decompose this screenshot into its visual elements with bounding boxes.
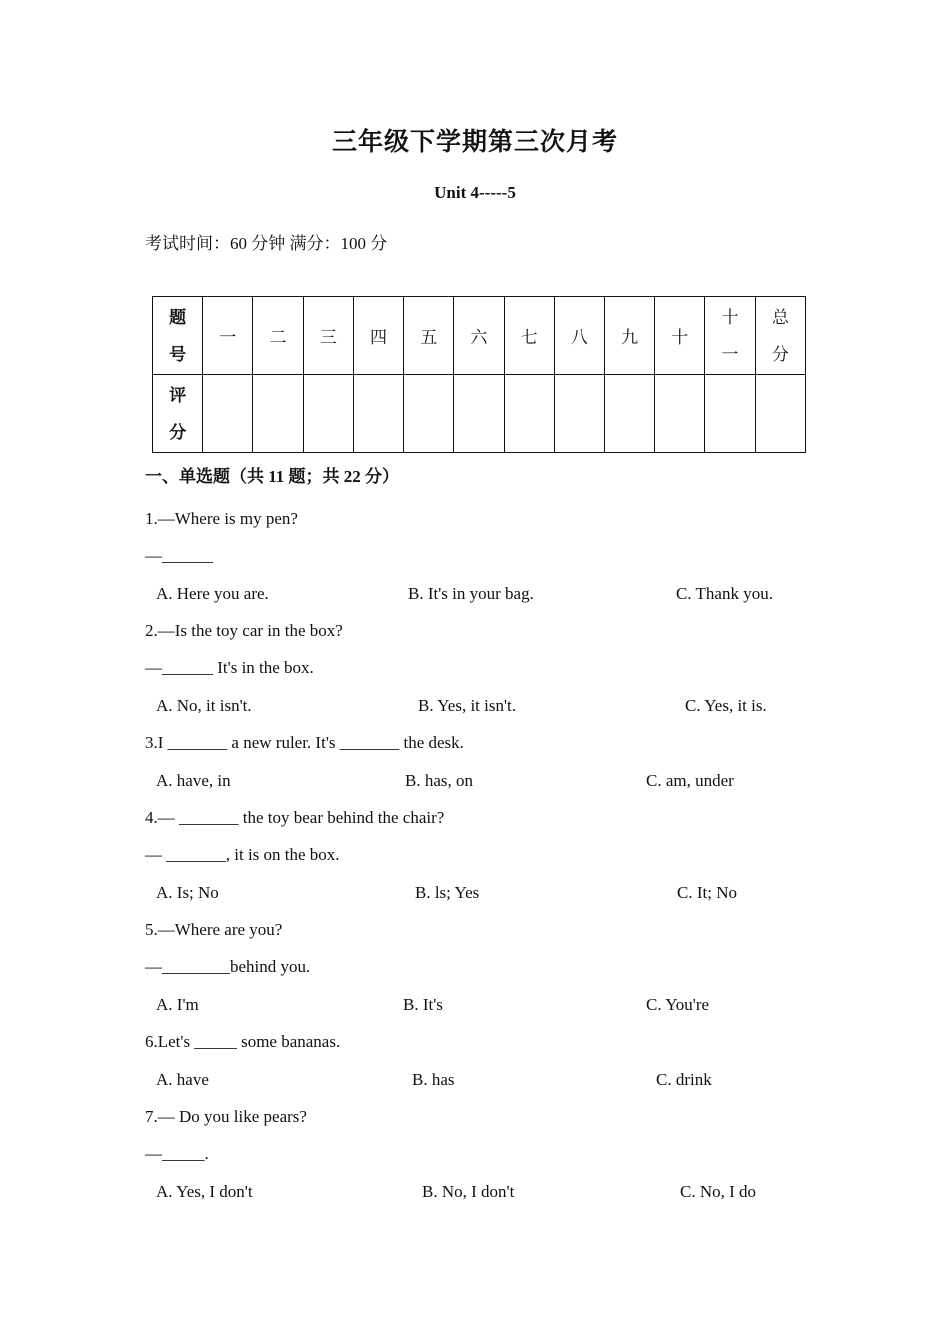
- label-char: 分: [771, 344, 789, 364]
- option-c: C. Thank you.: [676, 584, 773, 603]
- column-header-cell: 十: [655, 297, 705, 375]
- score-cell: [353, 375, 403, 453]
- option-a: A. I'm: [156, 995, 199, 1014]
- option-c: C. drink: [656, 1070, 712, 1089]
- option-b: B. Yes, it isn't.: [418, 696, 517, 715]
- option-b: B. It's in your bag.: [408, 584, 534, 603]
- option-c: C. It; No: [677, 883, 737, 902]
- question-line: —______: [145, 546, 213, 565]
- score-cell: [705, 375, 755, 453]
- score-cell: [404, 375, 454, 453]
- column-header-cell-eleven: [705, 297, 755, 375]
- question-line: —_____.: [145, 1144, 209, 1163]
- option-b: B. ls; Yes: [415, 883, 480, 902]
- question-number-label-cell: [153, 297, 203, 375]
- option-a: A. Here you are.: [156, 584, 269, 603]
- score-cell: [303, 375, 353, 453]
- question-line: — _______, it is on the box.: [145, 845, 340, 864]
- total-header-cell: [755, 297, 805, 375]
- option-a: A. have: [156, 1070, 209, 1089]
- option-a: A. No, it isn't.: [156, 696, 252, 715]
- question-line: 7.— Do you like pears?: [145, 1107, 307, 1126]
- exam-title: 三年级下学期第三次月考: [331, 129, 618, 156]
- option-a: A. have, in: [156, 771, 231, 790]
- score-table-score-row: [153, 375, 806, 453]
- label-char: 号: [169, 344, 187, 364]
- option-a: A. Is; No: [156, 883, 219, 902]
- score-cell: [554, 375, 604, 453]
- label-char: 分: [169, 422, 187, 442]
- option-b: B. It's: [403, 995, 443, 1014]
- score-cell: [755, 375, 805, 453]
- score-cell: [655, 375, 705, 453]
- column-header-cell: 三: [303, 297, 353, 375]
- score-cell: [203, 375, 253, 453]
- option-c: C. Yes, it is.: [685, 696, 767, 715]
- column-header-cell: 八: [554, 297, 604, 375]
- question-line: 2.—Is the toy car in the box?: [145, 621, 343, 640]
- column-header-cell: 四: [353, 297, 403, 375]
- column-header-cell: 一: [203, 297, 253, 375]
- score-cell: [454, 375, 504, 453]
- option-a: A. Yes, I don't: [156, 1182, 253, 1201]
- label-char: 评: [169, 385, 187, 405]
- option-b: B. has, on: [405, 771, 473, 790]
- option-c: C. am, under: [646, 771, 734, 790]
- section-heading: 一、单选题（共 11 题；共 22 分）: [145, 467, 400, 486]
- score-cell: [604, 375, 654, 453]
- question-line: —________behind you.: [145, 957, 311, 976]
- label-char: 总: [771, 307, 789, 327]
- question-line: 4.— _______ the toy bear behind the chair?: [145, 808, 445, 827]
- column-header-cell: 二: [253, 297, 303, 375]
- option-c: C. No, I do: [680, 1182, 757, 1201]
- option-b: B. No, I don't: [422, 1182, 515, 1201]
- column-header-cell: 七: [504, 297, 554, 375]
- score-cell: [504, 375, 554, 453]
- exam-subtitle: Unit 4-----5: [434, 183, 516, 202]
- column-header-cell: 九: [604, 297, 654, 375]
- label-char: 十: [721, 307, 739, 327]
- question-line: 3.I _______ a new ruler. It's _______ the desk.: [145, 733, 464, 752]
- question-line: —______ It's in the box.: [145, 658, 314, 677]
- column-header-cell: 五: [404, 297, 454, 375]
- score-table: [152, 296, 806, 453]
- column-header-cell: 六: [454, 297, 504, 375]
- score-label-cell: [153, 375, 203, 453]
- question-line: 1.—Where is my pen?: [145, 509, 298, 528]
- option-c: C. You're: [646, 995, 710, 1014]
- question-line: 5.—Where are you?: [145, 920, 283, 939]
- score-table-header-row: [153, 297, 806, 375]
- score-cell: [253, 375, 303, 453]
- option-b: B. has: [412, 1070, 455, 1089]
- label-char: 一: [721, 344, 739, 364]
- label-char: 题: [169, 307, 187, 327]
- exam-info: 考试时间：60 分钟 满分：100 分: [145, 234, 388, 253]
- question-line: 6.Let's _____ some bananas.: [145, 1032, 341, 1051]
